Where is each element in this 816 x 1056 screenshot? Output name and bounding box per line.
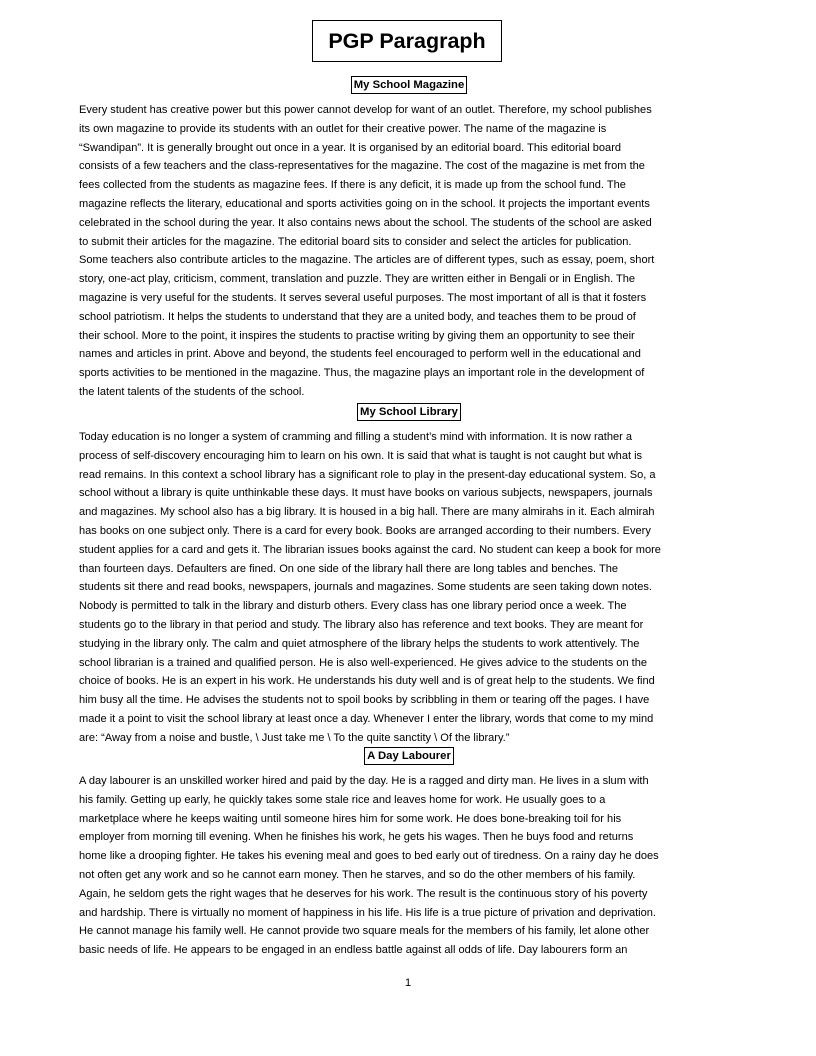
paragraph-line: home like a drooping fighter. He takes his evening meal and goes to bed early out of tiredness. On a rainy day he does	[79, 850, 659, 863]
paragraph-line: students go to the library in that period and study. The library also has reference and text books. They are meant for	[79, 618, 644, 631]
paragraph-line: made it a point to visit the school library at least once a day. Whenever I enter the library, words that come to my mind	[79, 712, 654, 725]
paragraph-line: school without a library is quite unthinkable these days. It must have books on various subjects, newspapers, journals	[79, 487, 653, 500]
paragraph-line: studying in the library only. The calm and quiet atmosphere of the library helps the students to work attentively. The	[79, 637, 640, 650]
paragraph-line: employer from morning till evening. When he finishes his work, he gets his wages. Then he buys food and returns	[79, 831, 634, 844]
paragraph-line: not often get any work and so he cannot earn money. Then he starves, and so do the other members of his family.	[79, 868, 636, 881]
paragraph-line: its own magazine to provide its students with an outlet for their creative power. The name of the magazine is	[79, 122, 607, 135]
paragraph-line: the latent talents of the students of the school.	[79, 385, 305, 398]
section-paragraph	[79, 772, 739, 960]
paragraph-line: school patriotism. It helps the students to understand that they are a united body, and teaches them to be proud of	[79, 310, 636, 323]
page-number: 1	[404, 977, 412, 989]
paragraph-line: than fourteen days. Defaulters are fined. On one side of the library hall there are long tables and benches. The	[79, 562, 618, 575]
paragraph-line: Some teachers also contribute articles to the magazine. The articles are of different types, such as essay, poem, short	[79, 254, 655, 267]
document-title: PGP Paragraph	[312, 20, 502, 62]
paragraph-line: Every student has creative power but this power cannot develop for want of an outlet. Therefore, my school publishes	[79, 104, 652, 116]
section-school-library	[79, 402, 739, 748]
section-heading: My School Magazine	[351, 76, 467, 94]
paragraph-line: sports activities to be mentioned in the magazine. Thus, the magazine plays an important role in the development of	[79, 367, 645, 380]
section-paragraph	[79, 428, 739, 748]
paragraph-line: choice of books. He is an expert in his work. He understands his duty well and is of great help to the students. We find	[79, 675, 655, 688]
paragraph-line: students sit there and read books, newspapers, journals and magazines. Some students are seen taking down notes.	[79, 581, 652, 594]
paragraph-line: basic needs of life. He appears to be engaged in an endless battle against all odds of life. Day labourers form an	[79, 944, 628, 957]
paragraph-line: story, one-act play, criticism, comment, translation and puzzle. They are written either in Bengali or in English. The	[79, 273, 636, 286]
section-paragraph	[79, 101, 739, 402]
paragraph-line: student applies for a card and gets it. The librarian issues books against the card. No student can keep a book for more	[79, 543, 661, 556]
paragraph-line: him busy all the time. He advises the students not to spoil books by scribbling in them or tearing off the pages. I have	[79, 694, 650, 707]
paragraph-line: his family. Getting up early, he quickly takes some stale rice and leaves home for work. He usually goes to a	[79, 793, 606, 806]
paragraph-line: read remains. In this context a school library has a significant role to play in the present-day educational system. So, a	[79, 468, 656, 481]
paragraph-line: consists of a few teachers and the class-representatives for the magazine. The cost of the magazine is met from the	[79, 160, 645, 173]
paragraph-line: are: “Away from a noise and bustle, \ Just take me \ To the quite sanctity \ Of the library.”	[79, 731, 510, 744]
paragraph-line: Again, he seldom gets the right wages that he deserves for his work. The result is the continuous story of his poverty	[79, 887, 648, 900]
section-school-magazine	[79, 75, 739, 402]
paragraph-line: Today education is no longer a system of cramming and filling a student’s mind with information. It is now rather a	[79, 431, 633, 443]
paragraph-line: process of self-discovery encouraging him to learn on his own. It is said that what is taught is not caught but what is	[79, 449, 643, 462]
paragraph-line: names and articles in print. Above and beyond, the students feel encouraged to perform well in the educational and	[79, 348, 641, 361]
paragraph-line: and magazines. My school also has a big library. It is housed in a big hall. There are many almirahs in it. Each almirah	[79, 506, 655, 519]
paragraph-line: has books on one subject only. There is a card for every book. Books are arranged according to their numbers. Every	[79, 524, 651, 537]
paragraph-line: Nobody is permitted to talk in the library and disturb others. Every class has one library period once a week. The	[79, 600, 627, 613]
paragraph-line: “Swandipan”. It is generally brought out once in a year. It is organised by an editorial board. This editorial board	[79, 141, 622, 154]
paragraph-line: magazine reflects the literary, educational and sports activities going on in the school. It projects the important events	[79, 197, 650, 210]
paragraph-line: and hardship. There is virtually no moment of happiness in his life. His life is a true picture of privation and deprivation.	[79, 906, 656, 919]
paragraph-line: marketplace where he keeps waiting until someone hires him for some work. He does bone-breaking toil for his	[79, 812, 622, 825]
paragraph-line: school librarian is a trained and qualified person. He is also well-experienced. He gives advice to the students on the	[79, 656, 648, 669]
paragraph-line: fees collected from the students as magazine fees. If there is any deficit, it is made up from the school fund. The	[79, 179, 626, 192]
paragraph-line: magazine is very useful for the students. It serves several useful purposes. The most important of all is that it fosters	[79, 291, 647, 304]
section-day-labourer	[79, 746, 739, 960]
paragraph-line: A day labourer is an unskilled worker hired and paid by the day. He is a ragged and dirty man. He lives in a slum with	[79, 775, 649, 787]
paragraph-line: He cannot manage his family well. He cannot provide two square meals for the members of his family, let alone other	[79, 925, 650, 938]
section-heading: My School Library	[357, 403, 461, 421]
paragraph-line: their school. More to the point, it inspires the students to practise writing by giving them an opportunity to see their	[79, 329, 635, 342]
paragraph-line: celebrated in the school during the year. It also contains news about the school. The students of the school are asked	[79, 216, 652, 229]
section-heading: A Day Labourer	[364, 747, 454, 765]
paragraph-line: to submit their articles for the magazine. The editorial board sits to consider and select the articles for publication.	[79, 235, 632, 248]
